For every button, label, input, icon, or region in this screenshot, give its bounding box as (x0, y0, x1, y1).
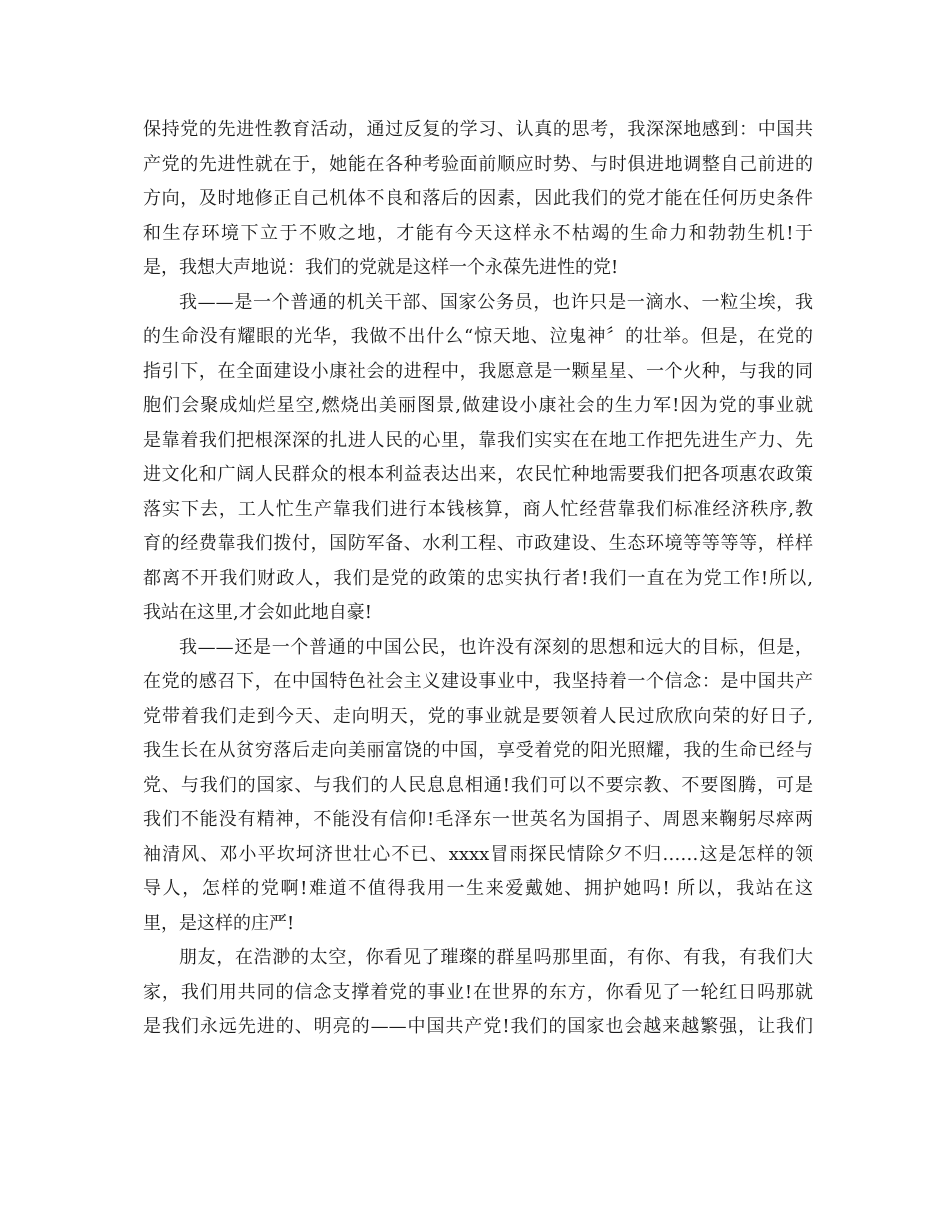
text-line: 是我们永远先进的、明亮的——中国共产党!我们的国家也会越来越繁强，让我们 (143, 1016, 813, 1037)
text-line: 我站在这里,才会如此地自豪! (143, 602, 372, 623)
text-line: 指引下，在全面建设小康社会的进程中，我愿意是一颗星星、一个火种，与我的同 (143, 360, 813, 382)
text-line: 我们不能没有精神，不能没有信仰!毛泽东一世英名为国捐子、周恩来鞠躬尽瘁两 (143, 809, 813, 830)
document-body (143, 113, 813, 1045)
paragraph-1 (143, 113, 813, 286)
text-line: 里，是这样的庄严! (143, 912, 295, 934)
text-line: 我——是一个普通的机关干部、国家公务员，也许只是一滴水、一粒尘埃，我 (179, 291, 813, 313)
text-line: 胞们会聚成灿烂星空,燃烧出美丽图景,做建设小康社会的生力军!因为党的事业就 (143, 395, 813, 416)
text-line: 党带着我们走到今天、走向明天，党的事业就是要领着人民过欣欣向荣的好日子, (143, 705, 813, 727)
text-line: 的生命没有耀眼的光华，我做不出什么“惊天地、泣鬼神〞的壮举。但是，在党的 (143, 326, 813, 347)
text-line: 落实下去，工人忙生产靠我们进行本钱核算，商人忙经营靠我们标准经济秩序,教 (143, 498, 813, 520)
paragraph-2 (143, 286, 813, 631)
text-line: 袖清风、邓小平坎坷济世壮心不已、xxxx冒雨探民情除夕不归……这是怎样的领 (143, 843, 813, 865)
text-line: 我——还是一个普通的中国公民，也许没有深刻的思想和远大的目标，但是， (179, 636, 813, 658)
text-line: 是靠着我们把根深深的扎进人民的心里，靠我们实实在在地工作把先进生产力、先 (143, 429, 813, 451)
text-line: 和生存环境下立于不败之地，才能有今天这样永不枯竭的生命力和勃勃生机!于 (143, 222, 813, 244)
paragraph-4 (143, 941, 813, 1045)
text-line: 党、与我们的国家、与我们的人民息息相通!我们可以不要宗教、不要图腾，可是 (143, 774, 813, 796)
text-line: 朋友，在浩渺的太空，你看见了璀璨的群星吗那里面，有你、有我，有我们大 (179, 947, 813, 968)
text-line: 保持党的先进性教育活动，通过反复的学习、认真的思考，我深深地感到：中国共 (143, 119, 813, 140)
text-line: 我生长在从贫穷落后走向美丽富饶的中国，享受着党的阳光照耀，我的生命已经与 (143, 740, 813, 761)
text-line: 是，我想大声地说：我们的党就是这样一个永葆先进性的党! (143, 257, 619, 278)
paragraph-3 (143, 631, 813, 942)
text-line: 在党的感召下，在中国特色社会主义建设事业中，我坚持着一个信念：是中国共产 (143, 671, 813, 692)
text-line: 产党的先进性就在于，她能在各种考验面前顺应时势、与时俱进地调整自己前进的 (143, 153, 813, 175)
text-line: 进文化和广阔人民群众的根本利益表达出来，农民忙种地需要我们把各项惠农政策 (143, 464, 813, 485)
text-line: 导人，怎样的党啊!难道不值得我用一生来爱戴她、拥护她吗! 所以，我站在这 (143, 878, 813, 899)
text-line: 家，我们用共同的信念支撑着党的事业!在世界的东方，你看见了一轮红日吗那就 (143, 981, 813, 1003)
text-line: 方向，及时地修正自己机体不良和落后的因素，因此我们的党才能在任何历史条件 (143, 188, 813, 209)
text-line: 育的经费靠我们拨付，国防军备、水利工程、市政建设、生态环境等等等等，样样 (143, 533, 813, 554)
text-line: 都离不开我们财政人，我们是党的政策的忠实执行者!我们一直在为党工作!所以, (143, 567, 813, 589)
